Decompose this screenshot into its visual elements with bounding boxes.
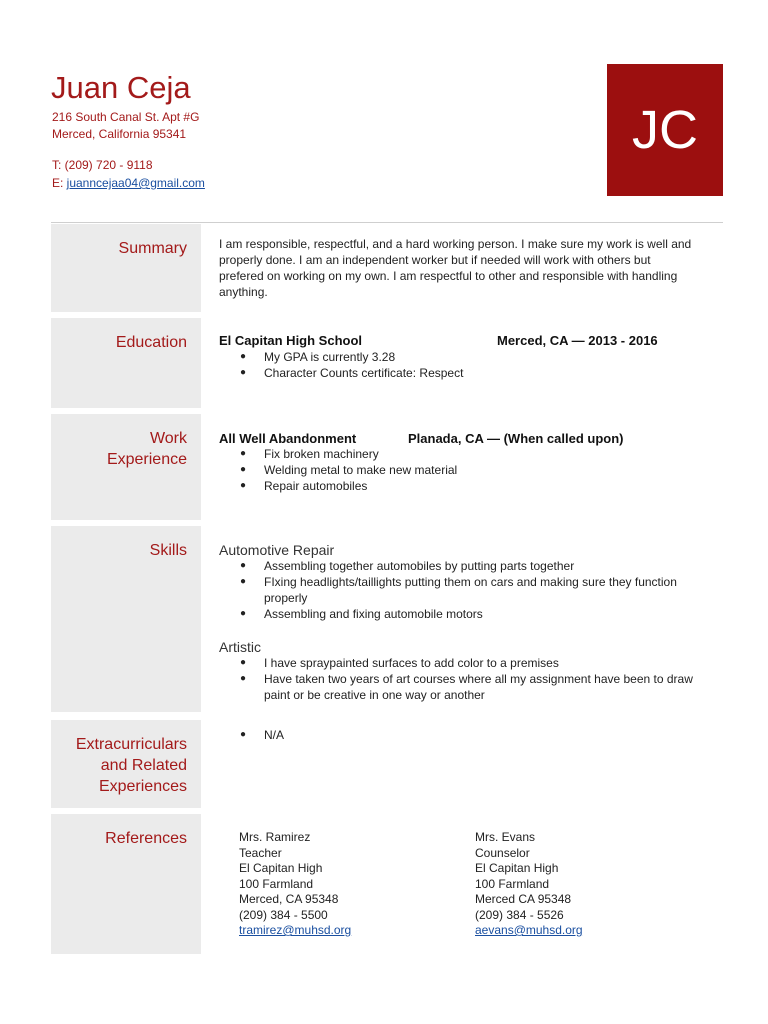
- section-label-work: [51, 414, 201, 520]
- list-item: ● I have spraypainted surfaces to add color to a premises: [239, 656, 559, 670]
- employer-location: Planada, CA — (When called upon): [408, 431, 624, 446]
- bullet-icon: ●: [239, 576, 247, 587]
- reference-title: Counselor: [475, 845, 530, 860]
- section-label-references: [51, 814, 201, 954]
- list-item: ● Assembling together automobiles by putting parts together: [239, 559, 575, 573]
- section-label-extracurriculars: [51, 720, 201, 808]
- list-item-continuation: properly: [264, 591, 308, 605]
- list-item: ● Repair automobiles: [239, 479, 368, 493]
- bullet-icon: ●: [239, 351, 247, 362]
- address-line-2: Merced, California 95341: [52, 127, 187, 141]
- school-name: El Capitan High School: [219, 333, 363, 348]
- section-label-education: [51, 318, 201, 408]
- extra-label-line-3: Experiences: [98, 778, 187, 795]
- list-item: ● N/A: [239, 728, 285, 742]
- bullet-icon: ●: [239, 560, 247, 571]
- extra-bullets: [238, 727, 284, 743]
- education-label: Education: [115, 334, 187, 351]
- summary-text: [219, 236, 691, 300]
- email-row: [52, 176, 205, 190]
- list-item: ● Assembling and fixing automobile motors: [239, 607, 483, 621]
- skill-group-title: Artistic: [219, 639, 261, 655]
- candidate-name: Juan Ceja: [51, 70, 191, 105]
- bullet-icon: ●: [239, 729, 247, 740]
- reference-city: Merced, CA 95348: [239, 892, 339, 906]
- reference-city: Merced CA 95348: [475, 892, 572, 906]
- summary-line: properly done. I am an independent worker but if needed will work with others but: [219, 253, 651, 267]
- reference-street: 100 Farmland: [239, 876, 314, 891]
- list-item: ● Have taken two years of art courses where all my assignment have been to draw: [239, 672, 693, 686]
- skill-group-title: Automotive Repair: [219, 542, 335, 558]
- extra-label-line-1: Extracurriculars: [75, 736, 187, 753]
- summary-line: anything.: [219, 285, 268, 299]
- bullet-icon: ●: [239, 673, 247, 684]
- list-item: ● Welding metal to make new material: [239, 463, 458, 477]
- skills-label: Skills: [149, 542, 187, 559]
- reference-phone: (209) 384 - 5526: [475, 907, 564, 922]
- reference-title: Teacher: [239, 845, 282, 860]
- skill-group-2-bullets: [238, 655, 693, 703]
- references-label: References: [105, 830, 187, 847]
- header-divider: [51, 222, 723, 223]
- reference-phone: (209) 384 - 5500: [239, 907, 328, 922]
- summary-label: Summary: [118, 240, 187, 257]
- reference-1: [239, 830, 351, 939]
- list-item: ● Character Counts certificate: Respect: [239, 366, 464, 380]
- work-label-line-1: Work: [149, 430, 187, 447]
- bullet-icon: ●: [239, 480, 247, 491]
- email-link[interactable]: juanncejaa04@gmail.com: [66, 176, 205, 190]
- bullet-icon: ●: [239, 657, 247, 668]
- section-label-summary: [51, 224, 201, 312]
- reference-name: Mrs. Ramirez: [239, 830, 311, 844]
- school-location: Merced, CA — 2013 - 2016: [497, 333, 658, 348]
- skill-group-1-bullets: [238, 558, 677, 622]
- education-bullets: [238, 349, 463, 381]
- list-item: ● Fix broken machinery: [239, 447, 379, 461]
- work-bullets: [238, 446, 457, 494]
- employer-name: All Well Abandonment: [219, 431, 357, 446]
- bullet-icon: ●: [239, 608, 247, 619]
- work-label-line-2: Experience: [106, 451, 187, 468]
- reference-name: Mrs. Evans: [475, 830, 536, 844]
- reference-email-link[interactable]: tramirez@muhsd.org: [239, 923, 352, 937]
- list-item-continuation: paint or be creative in one way or another: [264, 688, 485, 702]
- phone-number: T: (209) 720 - 9118: [52, 158, 153, 172]
- reference-street: 100 Farmland: [475, 876, 550, 891]
- bullet-icon: ●: [239, 367, 247, 378]
- bullet-icon: ●: [239, 464, 247, 475]
- summary-line: prefered on working on my own. I am respectful to other and responsible with handling: [219, 269, 678, 283]
- extra-label-line-2: and Related: [100, 757, 187, 774]
- summary-line: I am responsible, respectful, and a hard working person. I make sure my work is well and: [219, 237, 692, 251]
- reference-school: El Capitan High: [239, 861, 323, 875]
- reference-school: El Capitan High: [475, 861, 559, 875]
- list-item: ● My GPA is currently 3.28: [239, 350, 396, 364]
- bullet-icon: ●: [239, 448, 247, 459]
- section-label-skills: [51, 526, 201, 712]
- email-label: E:: [52, 176, 67, 190]
- list-item: ● FIxing headlights/taillights putting them on cars and making sure they function: [239, 575, 677, 589]
- reference-2: [475, 830, 583, 939]
- address-line-1: 216 South Canal St. Apt #G: [52, 110, 200, 124]
- reference-email-link[interactable]: aevans@muhsd.org: [475, 923, 583, 937]
- monogram-badge: JC: [607, 64, 723, 196]
